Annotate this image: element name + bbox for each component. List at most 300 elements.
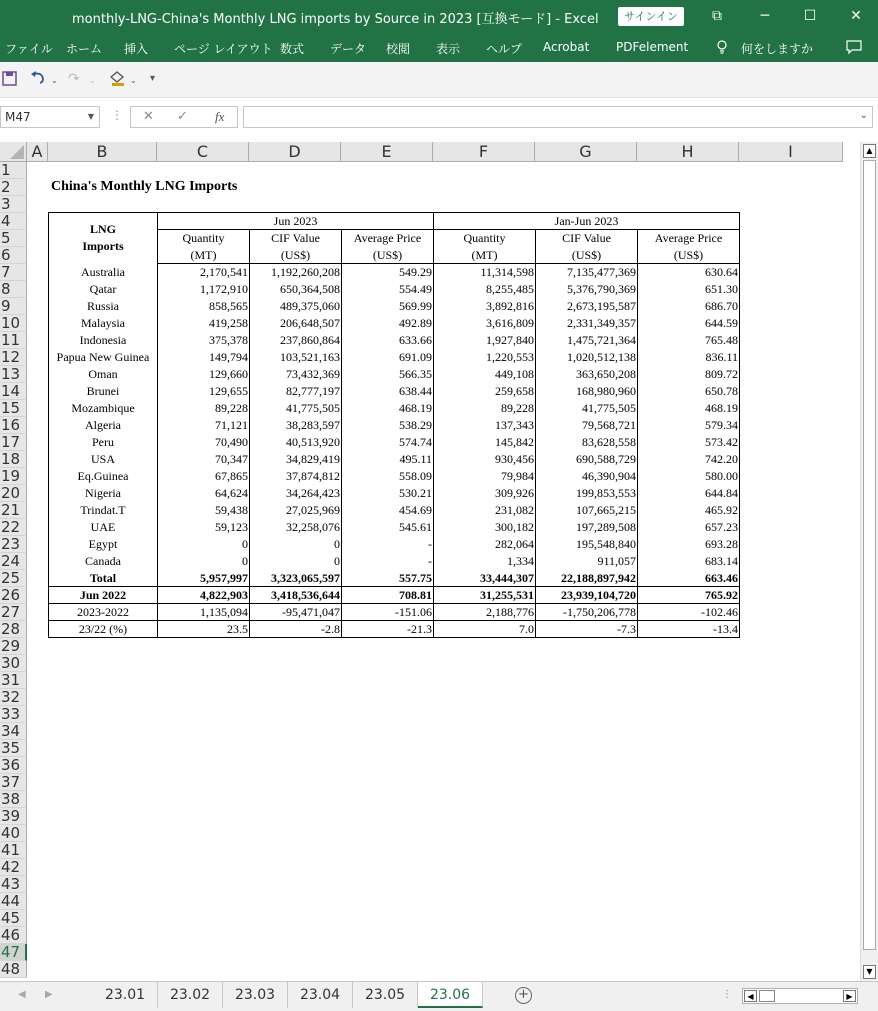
row-header-37[interactable]: 37 [0, 774, 27, 791]
table-cell[interactable]: 67,865 [158, 468, 250, 485]
column-header-e[interactable]: E [341, 142, 433, 162]
tab-view[interactable]: 表示 [436, 42, 461, 56]
name-box-value: M47 [5, 110, 31, 124]
table-cell[interactable]: 71,121 [158, 417, 250, 434]
table-row [49, 604, 740, 621]
table-cell[interactable]: 70,347 [158, 451, 250, 468]
table-cell[interactable]: 38,283,597 [250, 417, 342, 434]
table-cell[interactable]: 0 [158, 553, 250, 570]
row-label[interactable]: Qatar [49, 281, 158, 298]
table-cell[interactable]: 638.44 [342, 383, 434, 400]
table-row [49, 519, 740, 536]
enter-icon[interactable]: ✓ [177, 109, 188, 124]
row-header-6[interactable]: 6 [0, 247, 27, 264]
header-cif: CIF Value [536, 230, 638, 247]
table-cell[interactable]: 145,842 [434, 434, 536, 451]
hscroll-thumb[interactable] [759, 990, 775, 1002]
save-icon[interactable] [2, 71, 17, 90]
table-cell[interactable]: 538.29 [342, 417, 434, 434]
table-cell[interactable]: 5,376,790,369 [536, 281, 638, 298]
table-cell[interactable]: 11,314,598 [434, 264, 536, 281]
table-cell[interactable]: 7.0 [434, 621, 536, 638]
row-header-10[interactable]: 10 [0, 315, 27, 332]
worksheet-grid[interactable] [0, 142, 860, 981]
table-cell[interactable]: -2.8 [250, 621, 342, 638]
table-cell[interactable]: 79,568,721 [536, 417, 638, 434]
row-header-45[interactable]: 45 [0, 910, 27, 927]
table-cell[interactable]: 32,258,076 [250, 519, 342, 536]
customize-qat-icon[interactable]: ▾ [150, 73, 156, 84]
horizontal-scrollbar[interactable] [742, 988, 858, 1004]
table-cell[interactable]: 2,188,776 [434, 604, 536, 621]
table-cell[interactable]: 59,438 [158, 502, 250, 519]
signin-button[interactable]: サインイン [618, 7, 684, 26]
header-quantity: Quantity [158, 230, 250, 247]
table-cell[interactable]: 573.42 [638, 434, 740, 451]
row-label[interactable]: Eq.Guinea [49, 468, 158, 485]
table-cell[interactable]: 495.11 [342, 451, 434, 468]
sheet-tab-23-02[interactable]: 23.02 [158, 982, 223, 1008]
row-label[interactable]: Brunei [49, 383, 158, 400]
table-cell[interactable]: 59,123 [158, 519, 250, 536]
table-cell[interactable]: 70,490 [158, 434, 250, 451]
table-cell[interactable]: 690,588,729 [536, 451, 638, 468]
row-header-22[interactable]: 22 [0, 519, 27, 536]
tab-home[interactable]: ホーム [66, 42, 103, 56]
row-header-8[interactable]: 8 [0, 281, 27, 298]
sheet-tab-bar [0, 981, 878, 1011]
table-row [49, 417, 740, 434]
row-header-44[interactable]: 44 [0, 893, 27, 910]
row-label[interactable]: Trindat.T [49, 502, 158, 519]
sheet-tab-23-06[interactable]: 23.06 [418, 982, 483, 1008]
row-header-42[interactable]: 42 [0, 859, 27, 876]
add-sheet-icon[interactable]: + [515, 987, 532, 1004]
row-label[interactable]: Russia [49, 298, 158, 315]
table-cell[interactable]: 1,927,840 [434, 332, 536, 349]
table-cell[interactable]: 449,108 [434, 366, 536, 383]
table-cell[interactable]: 663.46 [638, 570, 740, 587]
table-cell[interactable]: -13.4 [638, 621, 740, 638]
row-header-27[interactable]: 27 [0, 604, 27, 621]
row-header-23[interactable]: 23 [0, 536, 27, 553]
sheet-tab-23-03[interactable]: 23.03 [223, 982, 288, 1008]
row-header-40[interactable]: 40 [0, 825, 27, 842]
table-cell[interactable]: 1,475,721,364 [536, 332, 638, 349]
row-header-14[interactable]: 14 [0, 383, 27, 400]
tab-data[interactable]: データ [330, 42, 367, 56]
chevron-down-icon[interactable]: ▼ [87, 112, 94, 121]
row-label[interactable]: Peru [49, 434, 158, 451]
table-cell[interactable]: 566.35 [342, 366, 434, 383]
row-header-35[interactable]: 35 [0, 740, 27, 757]
table-cell[interactable]: 89,228 [434, 400, 536, 417]
unit-cif: (US$) [250, 247, 342, 264]
row-label[interactable]: USA [49, 451, 158, 468]
row-header-4[interactable]: 4 [0, 213, 27, 230]
scroll-down-icon[interactable]: ▼ [863, 965, 876, 979]
group-header-ytd: Jan-Jun 2023 [434, 213, 740, 230]
table-cell[interactable]: -21.3 [342, 621, 434, 638]
row-label[interactable]: Egypt [49, 536, 158, 553]
splitter-icon[interactable]: ⋮ [722, 989, 732, 1000]
header-lng-imports [49, 213, 158, 264]
table-cell[interactable]: 858,565 [158, 298, 250, 315]
column-header-c[interactable]: C [157, 142, 249, 162]
table-cell[interactable]: 579.34 [638, 417, 740, 434]
sheet-tab-23-01[interactable]: 23.01 [93, 982, 158, 1008]
table-cell[interactable]: 468.19 [638, 400, 740, 417]
row-header-28[interactable]: 28 [0, 621, 27, 638]
table-cell[interactable]: 930,456 [434, 451, 536, 468]
table-cell[interactable]: 3,418,536,644 [250, 587, 342, 604]
table-row [49, 468, 740, 485]
row-header-5[interactable]: 5 [0, 230, 27, 247]
undo-dropdown-icon[interactable]: ⌄ [51, 76, 58, 85]
row-header-7[interactable]: 7 [0, 264, 27, 281]
table-cell[interactable]: 1,220,553 [434, 349, 536, 366]
row-header-36[interactable]: 36 [0, 757, 27, 774]
header-avg: Average Price [638, 230, 740, 247]
row-label[interactable]: Mozambique [49, 400, 158, 417]
table-cell[interactable]: 530.21 [342, 485, 434, 502]
table-cell[interactable]: 2,331,349,357 [536, 315, 638, 332]
table-cell[interactable]: 89,228 [158, 400, 250, 417]
table-cell[interactable]: 259,658 [434, 383, 536, 400]
table-cell[interactable]: 103,521,163 [250, 349, 342, 366]
row-label[interactable]: Indonesia [49, 332, 158, 349]
table-cell[interactable]: 129,655 [158, 383, 250, 400]
row-header-34[interactable]: 34 [0, 723, 27, 740]
comments-icon[interactable] [846, 40, 862, 57]
column-header-a[interactable]: A [27, 142, 48, 162]
table-cell[interactable]: 419,258 [158, 315, 250, 332]
tab-page-layout[interactable]: ページ レイアウト [174, 42, 273, 56]
tab-insert[interactable]: 挿入 [124, 42, 149, 56]
quick-access-toolbar [0, 62, 878, 98]
column-header-d[interactable]: D [249, 142, 341, 162]
row-header-9[interactable]: 9 [0, 298, 27, 315]
column-header-f[interactable]: F [433, 142, 535, 162]
table-cell[interactable]: 574.74 [342, 434, 434, 451]
table-cell[interactable]: 5,957,997 [158, 570, 250, 587]
table-cell[interactable]: 237,860,864 [250, 332, 342, 349]
ribbon-display-icon[interactable]: ⧉ [712, 8, 722, 24]
scroll-up-icon[interactable]: ▲ [863, 144, 876, 158]
table-cell[interactable]: 557.75 [342, 570, 434, 587]
row-header-18[interactable]: 18 [0, 451, 27, 468]
table-cell[interactable]: 554.49 [342, 281, 434, 298]
formula-buttons [130, 106, 238, 128]
table-cell[interactable]: 489,375,060 [250, 298, 342, 315]
header-lng: LNG [89, 222, 116, 237]
table-cell[interactable]: 64,624 [158, 485, 250, 502]
table-cell[interactable]: 545.61 [342, 519, 434, 536]
table-row [49, 264, 740, 281]
table-cell[interactable]: 836.11 [638, 349, 740, 366]
tell-me-search[interactable]: 何をしますか [741, 42, 814, 56]
format-painter-icon[interactable] [108, 71, 126, 91]
table-cell[interactable]: -151.06 [342, 604, 434, 621]
table-row [49, 281, 740, 298]
table-row [49, 553, 740, 570]
table-cell[interactable]: 911,057 [536, 553, 638, 570]
row-label[interactable]: Total [49, 570, 158, 587]
table-cell[interactable]: 22,188,897,942 [536, 570, 638, 587]
row-header-24[interactable]: 24 [0, 553, 27, 570]
row-header-47[interactable]: 47 [0, 944, 27, 961]
table-cell[interactable]: 691.09 [342, 349, 434, 366]
table-cell[interactable]: 83,628,558 [536, 434, 638, 451]
row-header-16[interactable]: 16 [0, 417, 27, 434]
tab-formulas[interactable]: 数式 [280, 42, 305, 56]
row-header-3[interactable]: 3 [0, 196, 27, 213]
table-cell[interactable]: 2,673,195,587 [536, 298, 638, 315]
table-cell[interactable]: 1,192,260,208 [250, 264, 342, 281]
unit-avg: (US$) [342, 247, 434, 264]
next-sheet-icon[interactable]: ▶ [45, 989, 53, 1000]
table-cell[interactable]: 651.30 [638, 281, 740, 298]
row-header-2[interactable]: 2 [0, 179, 27, 196]
row-label[interactable]: Canada [49, 553, 158, 570]
row-header-12[interactable]: 12 [0, 349, 27, 366]
table-cell[interactable]: 40,513,920 [250, 434, 342, 451]
maximize-button[interactable]: ☐ [803, 8, 817, 24]
table-cell[interactable]: 282,064 [434, 536, 536, 553]
tab-review[interactable]: 校閲 [386, 42, 411, 56]
redo-dropdown-icon[interactable]: ⌄ [89, 76, 96, 85]
table-cell[interactable]: 137,343 [434, 417, 536, 434]
table-cell[interactable]: 195,548,840 [536, 536, 638, 553]
row-header-32[interactable]: 32 [0, 689, 27, 706]
table-cell[interactable]: 37,874,812 [250, 468, 342, 485]
table-cell[interactable]: -95,471,047 [250, 604, 342, 621]
row-header-29[interactable]: 29 [0, 638, 27, 655]
table-cell[interactable]: - [342, 536, 434, 553]
table-cell[interactable]: 0 [250, 536, 342, 553]
table-cell[interactable]: 206,648,507 [250, 315, 342, 332]
select-all-corner[interactable] [0, 142, 27, 162]
table-cell[interactable]: -1,750,206,778 [536, 604, 638, 621]
close-button[interactable]: ✕ [850, 8, 862, 24]
column-header-g[interactable]: G [535, 142, 637, 162]
table-cell[interactable]: -7.3 [536, 621, 638, 638]
row-header-41[interactable]: 41 [0, 842, 27, 859]
table-cell[interactable]: 468.19 [342, 400, 434, 417]
table-cell[interactable]: 1,334 [434, 553, 536, 570]
table-cell[interactable]: 1,020,512,138 [536, 349, 638, 366]
table-cell[interactable]: 650.78 [638, 383, 740, 400]
table-cell[interactable]: 73,432,369 [250, 366, 342, 383]
row-header-30[interactable]: 30 [0, 655, 27, 672]
table-cell[interactable]: 580.00 [638, 468, 740, 485]
table-cell[interactable]: 650,364,508 [250, 281, 342, 298]
table-cell[interactable]: 23,939,104,720 [536, 587, 638, 604]
table-cell[interactable]: 683.14 [638, 553, 740, 570]
table-cell[interactable]: 686.70 [638, 298, 740, 315]
table-row [49, 349, 740, 366]
row-header-31[interactable]: 31 [0, 672, 27, 689]
table-cell[interactable]: 7,135,477,369 [536, 264, 638, 281]
row-label[interactable]: Papua New Guinea [49, 349, 158, 366]
table-cell[interactable]: 492.89 [342, 315, 434, 332]
row-label[interactable]: Australia [49, 264, 158, 281]
row-label[interactable]: Malaysia [49, 315, 158, 332]
table-row [49, 332, 740, 349]
table-cell[interactable]: 657.23 [638, 519, 740, 536]
row-label[interactable]: Nigeria [49, 485, 158, 502]
cancel-icon[interactable]: ✕ [143, 109, 154, 124]
fill-dropdown-icon[interactable]: ⌄ [130, 76, 137, 85]
column-header-b[interactable]: B [48, 142, 157, 162]
tab-acrobat[interactable]: Acrobat [543, 40, 590, 54]
table-cell[interactable]: 199,853,553 [536, 485, 638, 502]
minimize-button[interactable]: ─ [760, 8, 770, 24]
row-header-17[interactable]: 17 [0, 434, 27, 451]
table-cell[interactable]: 3,323,065,597 [250, 570, 342, 587]
lng-imports-table [48, 212, 740, 638]
redo-icon[interactable]: ↷ [68, 71, 80, 87]
table-row [49, 570, 740, 587]
table-cell[interactable]: 33,444,307 [434, 570, 536, 587]
tab-pdfelement[interactable]: PDFelement [616, 40, 689, 54]
table-cell[interactable]: 549.29 [342, 264, 434, 281]
splitter-icon[interactable]: ⋮ [111, 108, 123, 122]
table-cell[interactable]: 708.81 [342, 587, 434, 604]
table-cell[interactable]: 41,775,505 [536, 400, 638, 417]
table-cell[interactable]: 765.48 [638, 332, 740, 349]
table-cell[interactable]: 82,777,197 [250, 383, 342, 400]
table-cell[interactable]: 0 [158, 536, 250, 553]
table-cell[interactable]: 569.99 [342, 298, 434, 315]
table-cell[interactable]: 149,794 [158, 349, 250, 366]
table-cell[interactable]: 41,775,505 [250, 400, 342, 417]
table-row [49, 536, 740, 553]
prev-sheet-icon[interactable]: ◀ [18, 989, 26, 1000]
table-row [49, 451, 740, 468]
table-cell[interactable]: 3,616,809 [434, 315, 536, 332]
row-header-19[interactable]: 19 [0, 468, 27, 485]
table-cell[interactable]: 79,984 [434, 468, 536, 485]
table-cell[interactable]: 4,822,903 [158, 587, 250, 604]
table-cell[interactable]: 107,665,215 [536, 502, 638, 519]
column-header-h[interactable]: H [637, 142, 739, 162]
row-header-13[interactable]: 13 [0, 366, 27, 383]
ribbon-tabs [0, 33, 878, 62]
table-cell[interactable]: 644.59 [638, 315, 740, 332]
table-cell[interactable]: 34,829,419 [250, 451, 342, 468]
row-header-26[interactable]: 26 [0, 587, 27, 604]
row-header-25[interactable]: 25 [0, 570, 27, 587]
table-cell[interactable]: 8,255,485 [434, 281, 536, 298]
table-cell[interactable]: 454.69 [342, 502, 434, 519]
header-imports: Imports [82, 239, 124, 254]
formula-input[interactable] [243, 106, 873, 128]
table-row [49, 434, 740, 451]
group-header-month: Jun 2023 [158, 213, 434, 230]
table-cell[interactable]: 363,650,208 [536, 366, 638, 383]
row-label[interactable]: 2023-2022 [49, 604, 158, 621]
table-cell[interactable]: 129,660 [158, 366, 250, 383]
expand-formula-icon[interactable]: ⌄ [859, 110, 868, 121]
table-cell[interactable]: 644.84 [638, 485, 740, 502]
row-header-39[interactable]: 39 [0, 808, 27, 825]
sheet-tab-23-04[interactable]: 23.04 [288, 982, 353, 1008]
table-cell[interactable]: 46,390,904 [536, 468, 638, 485]
row-label[interactable]: Oman [49, 366, 158, 383]
insert-function-icon[interactable]: fx [215, 109, 225, 124]
table-cell[interactable]: 693.28 [638, 536, 740, 553]
sheet-tab-23-05[interactable]: 23.05 [353, 982, 418, 1008]
table-cell[interactable]: 197,289,508 [536, 519, 638, 536]
table-cell[interactable]: 2,170,541 [158, 264, 250, 281]
name-box[interactable] [0, 106, 100, 128]
row-label[interactable]: Jun 2022 [49, 587, 158, 604]
table-cell[interactable]: 630.64 [638, 264, 740, 281]
table-row [49, 298, 740, 315]
row-label[interactable]: 23/22 (%) [49, 621, 158, 638]
unit-quantity: (MT) [158, 247, 250, 264]
row-header-38[interactable]: 38 [0, 791, 27, 808]
scroll-right-icon[interactable]: ▶ [843, 990, 856, 1002]
row-header-33[interactable]: 33 [0, 706, 27, 723]
table-cell[interactable]: 34,264,423 [250, 485, 342, 502]
table-cell[interactable]: - [342, 553, 434, 570]
row-header-48[interactable]: 48 [0, 961, 27, 978]
title-bar [0, 0, 878, 33]
table-cell[interactable]: 465.92 [638, 502, 740, 519]
table-cell[interactable]: 309,926 [434, 485, 536, 502]
scroll-left-icon[interactable]: ◀ [744, 990, 757, 1002]
scroll-thumb[interactable] [863, 160, 876, 950]
tab-file[interactable]: ファイル [5, 42, 53, 56]
row-header-46[interactable]: 46 [0, 927, 27, 944]
tab-help[interactable]: ヘルプ [486, 42, 523, 56]
row-header-21[interactable]: 21 [0, 502, 27, 519]
row-label[interactable]: UAE [49, 519, 158, 536]
table-cell[interactable]: 0 [250, 553, 342, 570]
table-cell[interactable]: 558.09 [342, 468, 434, 485]
row-header-1[interactable]: 1 [0, 162, 27, 179]
table-cell[interactable]: 809.72 [638, 366, 740, 383]
table-row [49, 400, 740, 417]
row-header-11[interactable]: 11 [0, 332, 27, 349]
table-cell[interactable]: 765.92 [638, 587, 740, 604]
table-cell[interactable]: 300,182 [434, 519, 536, 536]
table-cell[interactable]: 31,255,531 [434, 587, 536, 604]
table-row [49, 485, 740, 502]
table-cell[interactable]: 23.5 [158, 621, 250, 638]
row-header-20[interactable]: 20 [0, 485, 27, 502]
column-header-i[interactable]: I [739, 142, 843, 162]
row-header-15[interactable]: 15 [0, 400, 27, 417]
table-cell[interactable]: 375,378 [158, 332, 250, 349]
table-cell[interactable]: 1,135,094 [158, 604, 250, 621]
table-cell[interactable]: 1,172,910 [158, 281, 250, 298]
table-cell[interactable]: 633.66 [342, 332, 434, 349]
table-cell[interactable]: 27,025,969 [250, 502, 342, 519]
undo-icon[interactable] [30, 71, 46, 89]
table-cell[interactable]: 231,082 [434, 502, 536, 519]
row-header-43[interactable]: 43 [0, 876, 27, 893]
vertical-scrollbar[interactable] [860, 142, 878, 981]
row-label[interactable]: Algeria [49, 417, 158, 434]
table-cell[interactable]: -102.46 [638, 604, 740, 621]
table-cell[interactable]: 168,980,960 [536, 383, 638, 400]
table-cell[interactable]: 3,892,816 [434, 298, 536, 315]
table-cell[interactable]: 742.20 [638, 451, 740, 468]
header-quantity: Quantity [434, 230, 536, 247]
